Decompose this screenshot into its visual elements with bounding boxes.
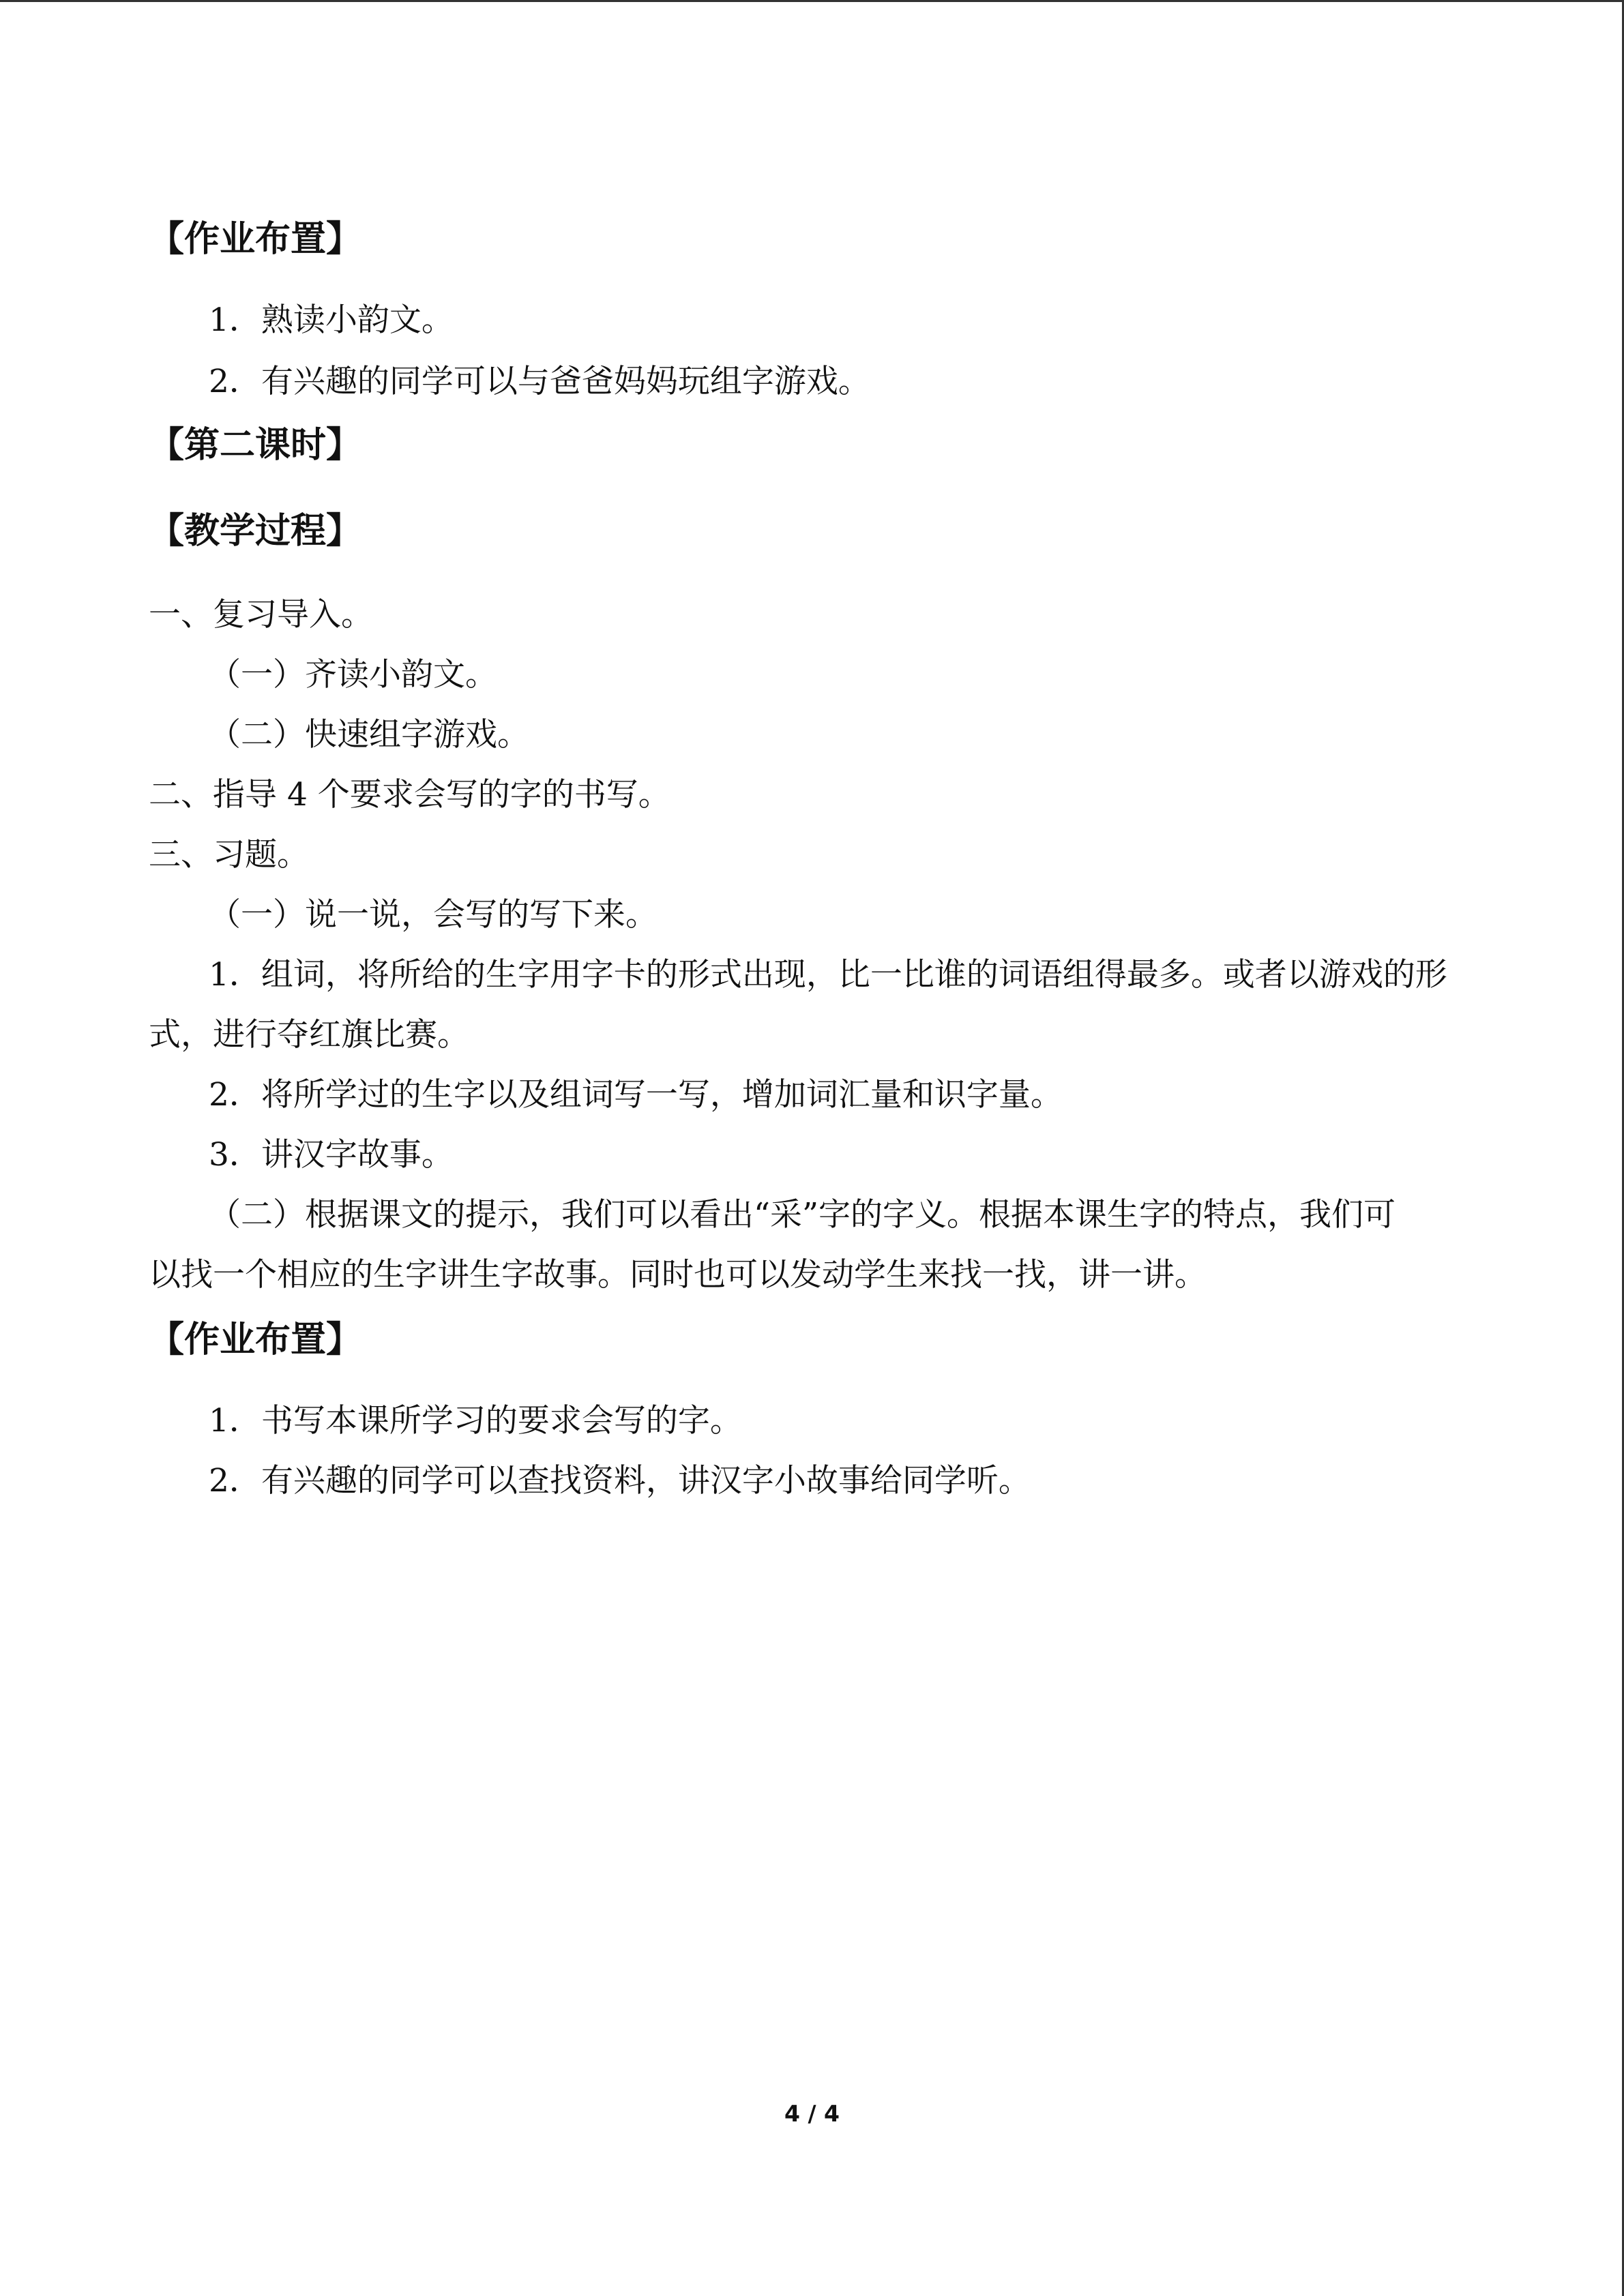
homework-heading-2: 【作业布置】 (149, 1320, 362, 1360)
process-step-3a1-line2: 式，进行夺红旗比赛。 (149, 1016, 469, 1054)
page-number: 4 / 4 (784, 2100, 840, 2127)
process-step-3b-line2: 以找一个相应的生字讲生字故事。同时也可以发动学生来找一找，讲一讲。 (149, 1256, 1207, 1294)
process-step-3a: （一）说一说，会写的写下来。 (209, 896, 658, 934)
homework-heading-1: 【作业布置】 (149, 219, 362, 260)
process-step-3a2: 2．将所学过的生字以及组词写一写，增加词汇量和识字量。 (209, 1076, 1063, 1114)
process-step-1a: （一）齐读小韵文。 (209, 656, 497, 694)
process-step-2: 二、指导 4 个要求会写的字的书写。 (149, 776, 670, 814)
lesson-two-heading: 【第二课时】 (149, 425, 362, 466)
homework2-item-1: 1．书写本课所学习的要求会写的字。 (209, 1402, 742, 1440)
homework2-item-2: 2．有兴趣的同学可以查找资料，讲汉字小故事给同学听。 (209, 1462, 1031, 1500)
process-step-1: 一、复习导入。 (149, 596, 373, 633)
process-step-1b: （二）快速组字游戏。 (209, 716, 529, 754)
homework-item-1: 1．熟读小韵文。 (209, 301, 454, 339)
teaching-process-heading: 【教学过程】 (149, 511, 362, 552)
homework-item-2: 2．有兴趣的同学可以与爸爸妈妈玩组字游戏。 (209, 363, 870, 400)
process-step-3: 三、习题。 (149, 836, 309, 874)
process-step-3a3: 3．讲汉字故事。 (209, 1136, 454, 1174)
process-step-3a1-line1: 1．组词，将所给的生字用字卡的形式出现，比一比谁的词语组得最多。或者以游戏的形 (209, 956, 1447, 994)
process-step-3b-line1: （二）根据课文的提示，我们可以看出“采”字的字义。根据本课生字的特点，我们可 (209, 1196, 1396, 1234)
